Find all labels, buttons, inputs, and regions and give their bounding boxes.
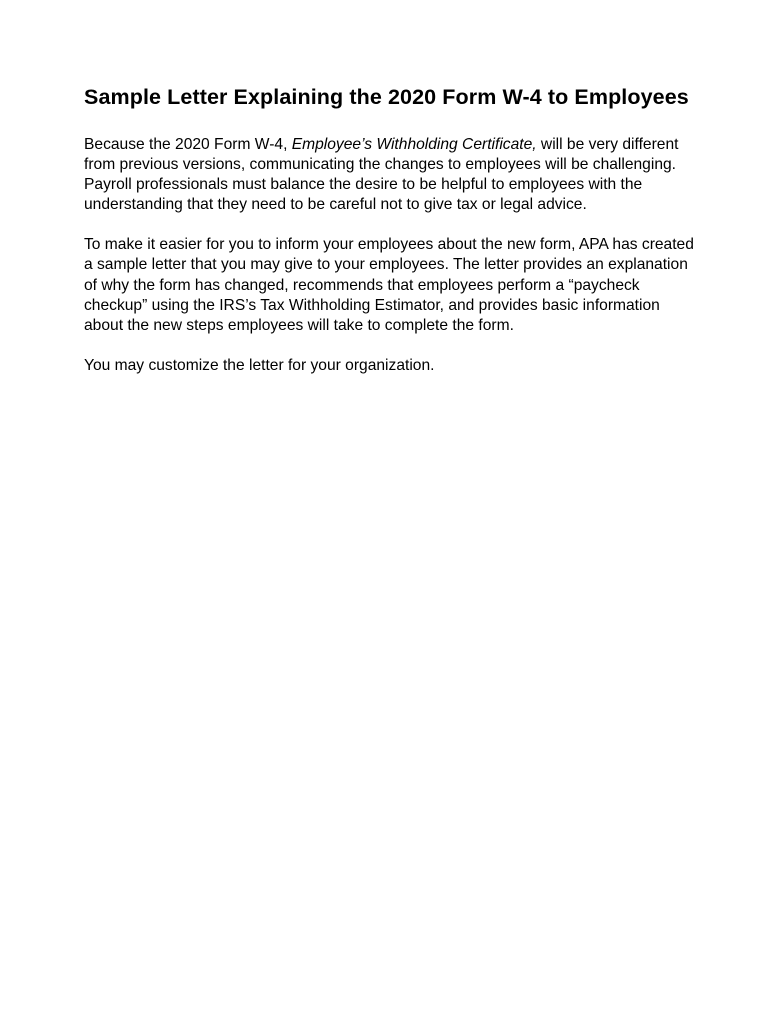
sample-letter-paragraph: To make it easier for you to inform your employees about the new form, APA has created a sample letter that you may give to your employees. The letter provides an explanation of why the form has changed, recommends that employees perform a “paycheck checkup” using the IRS’s Tax Withholding Estimator, and provides basic information about the new steps employees will take to complete the form. [84,236,694,334]
intro-paragraph [84,135,694,215]
document-title: Sample Letter Explaining the 2020 Form W-4 to Employees [84,85,689,109]
intro-text-start: Because the 2020 Form W-4, [84,136,292,153]
form-name-italic: Employee’s Withholding Certificate, [291,136,537,153]
intro-text-end: will be very different from previous versions, communicating the changes to employees will be challenging. Payroll professionals must balance the desire to be helpful to employees with the understanding that they need to be careful not to give tax or legal advice. [84,136,679,214]
customize-paragraph: You may customize the letter for your organization. [84,356,435,374]
document-body [84,84,694,376]
